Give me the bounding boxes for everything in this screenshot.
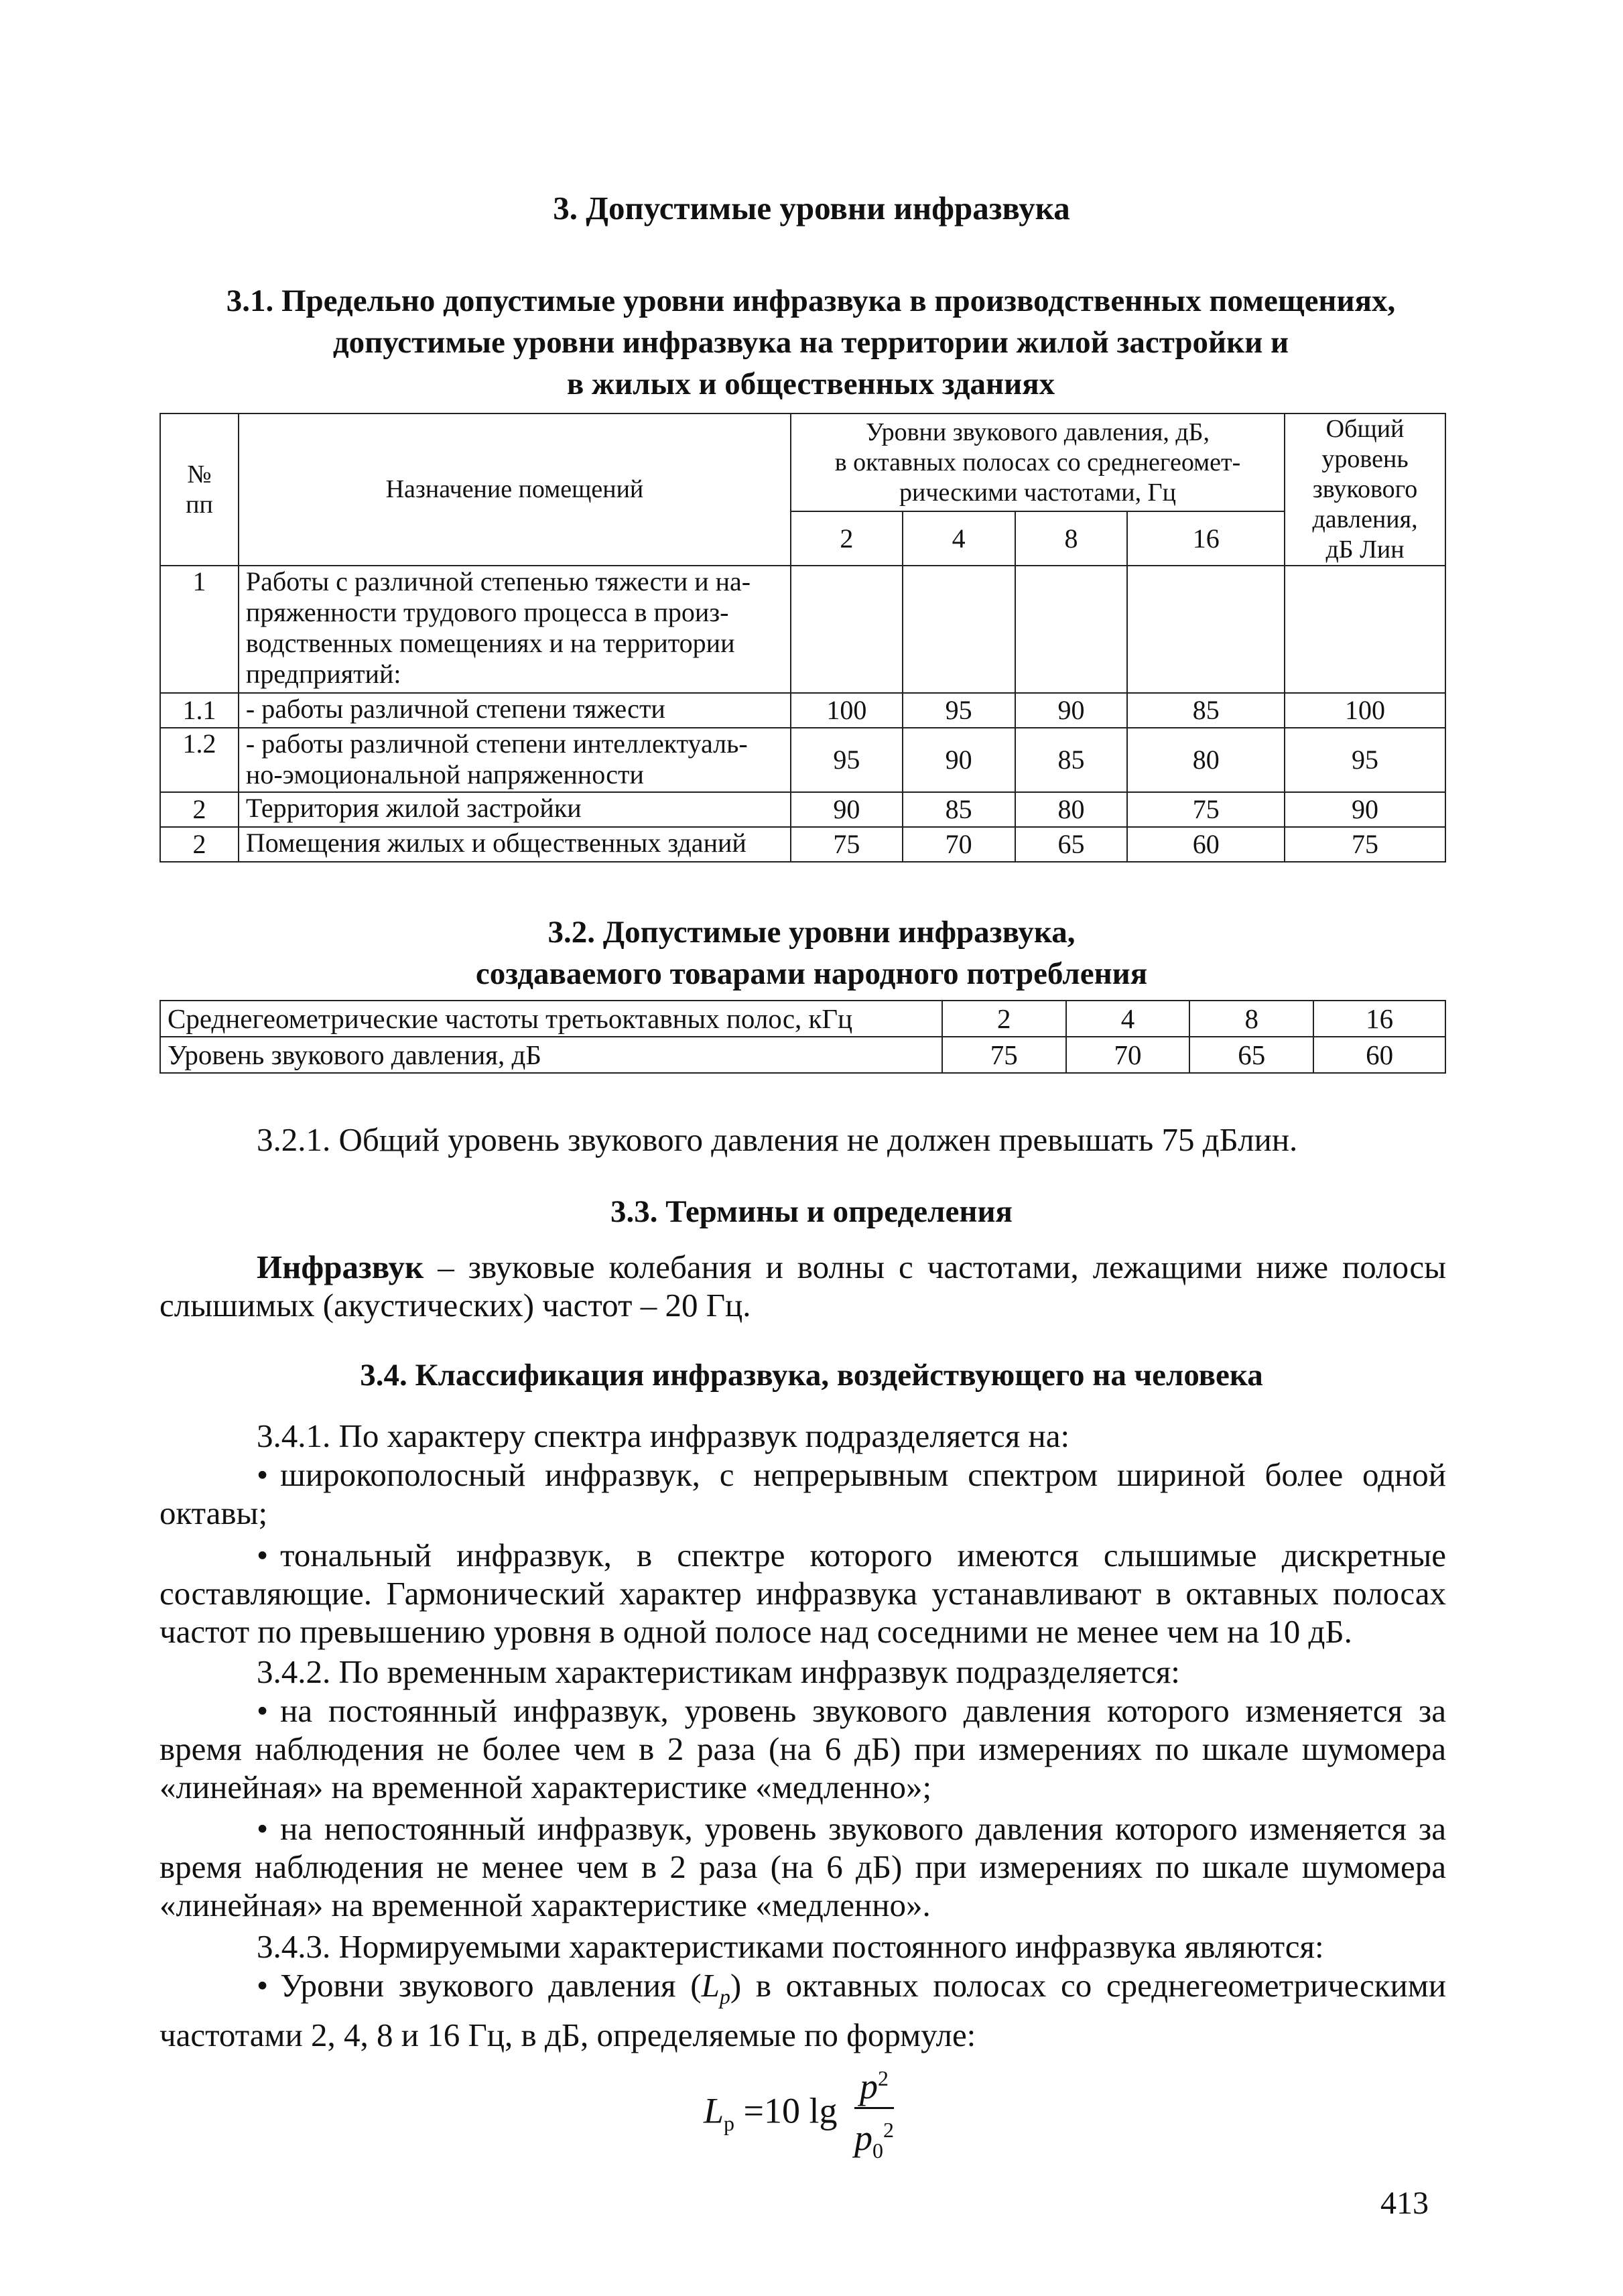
formula-den-sub: 0 bbox=[872, 2138, 884, 2163]
table-row bbox=[160, 1001, 1445, 1037]
symbol: L bbox=[701, 1967, 720, 2004]
bullet-icon: • bbox=[257, 1692, 269, 1729]
freq-cell: 16 bbox=[1127, 511, 1285, 566]
row-value: 60 bbox=[1127, 827, 1285, 862]
bullet-text-part: ) в октавных полосах со среднегеометрическими частотами 2, 4, 8 и 16 Гц, в дБ, определяемые по формуле: bbox=[159, 1967, 1446, 2053]
row-name: Работы с различной степенью тяжести и на- пряженности трудового процесса в произ- водственных помещениях и на территории предприятий: bbox=[239, 566, 791, 693]
bullet-item bbox=[159, 1456, 1446, 1532]
definition-paragraph bbox=[159, 1248, 1446, 1324]
row-value bbox=[903, 566, 1015, 693]
formula-den: p bbox=[854, 2118, 873, 2158]
bullet-icon: • bbox=[257, 1967, 269, 2004]
bullet-icon: • bbox=[257, 1456, 269, 1493]
heading-line: в жилых и общественных зданиях bbox=[566, 367, 1055, 401]
table-row bbox=[160, 827, 1445, 862]
row-value: 70 bbox=[903, 827, 1015, 862]
header-num: № пп bbox=[160, 413, 239, 566]
heading-line: 3.2. Допустимые уровни инфразвука, bbox=[547, 915, 1076, 950]
row-value: 60 bbox=[1313, 1037, 1445, 1073]
row-value: 90 bbox=[791, 792, 903, 827]
row-value: 75 bbox=[791, 827, 903, 862]
note-3-2-1: 3.2.1. Общий уровень звукового давления не должен превышать 75 дБлин. bbox=[257, 1121, 1298, 1158]
symbol-subscript: p bbox=[719, 1984, 730, 2008]
row-total: 90 bbox=[1285, 792, 1445, 827]
formula-num: p bbox=[860, 2066, 879, 2106]
row-value: 8 bbox=[1189, 1001, 1313, 1037]
row-num: 1 bbox=[160, 566, 239, 693]
formula-lhs-sub: p bbox=[724, 2111, 735, 2136]
row-label: Уровень звукового давления, дБ bbox=[160, 1037, 942, 1073]
formula-num-sup: 2 bbox=[878, 2066, 889, 2090]
bullet-text bbox=[159, 1967, 1446, 2053]
row-num: 2 bbox=[160, 792, 239, 827]
row-value: 70 bbox=[1066, 1037, 1190, 1073]
formula-eq: =10 lg bbox=[734, 2090, 847, 2131]
table-header-row bbox=[160, 413, 1445, 511]
row-value: 80 bbox=[1015, 792, 1128, 827]
table-row bbox=[160, 693, 1445, 728]
header-purpose: Назначение помещений bbox=[239, 413, 791, 566]
paragraph-3-4-3: 3.4.3. Нормируемыми характеристиками постоянного инфразвука являются: bbox=[257, 1928, 1324, 1965]
row-value: 16 bbox=[1313, 1001, 1445, 1037]
formula-den-sup: 2 bbox=[883, 2118, 895, 2142]
row-name: Территория жилой застройки bbox=[239, 792, 791, 827]
row-value bbox=[1015, 566, 1128, 693]
heading-line: 3.1. Предельно допустимые уровни инфразвука в производственных помещениях, bbox=[226, 283, 1396, 318]
bullet-item bbox=[159, 1536, 1446, 1651]
row-total bbox=[1285, 566, 1445, 693]
row-num: 1.1 bbox=[160, 693, 239, 728]
row-num: 1.2 bbox=[160, 728, 239, 792]
bullet-icon: • bbox=[257, 1810, 269, 1847]
row-total: 95 bbox=[1285, 728, 1445, 792]
row-value: 4 bbox=[1066, 1001, 1190, 1037]
section-3-4-heading: 3.4. Классификация инфразвука, воздействующего на человека bbox=[360, 1358, 1263, 1393]
bullet-item bbox=[159, 1692, 1446, 1806]
row-value: 95 bbox=[903, 693, 1015, 728]
row-value: 75 bbox=[1127, 792, 1285, 827]
bullet-icon: • bbox=[257, 1537, 269, 1574]
section-3-1-heading bbox=[134, 280, 1488, 405]
row-value: 95 bbox=[791, 728, 903, 792]
row-total: 100 bbox=[1285, 693, 1445, 728]
formula bbox=[704, 2057, 894, 2171]
row-value bbox=[1127, 566, 1285, 693]
header-levels: Уровни звукового давления, дБ, в октавных полосах со среднегеомет- рическими частотами, Гц bbox=[791, 413, 1285, 511]
freq-cell: 8 bbox=[1015, 511, 1128, 566]
definition: – звуковые колебания и волны с частотами, лежащими ниже полосы слышимых (акустических) частот – 20 Гц. bbox=[159, 1249, 1446, 1324]
bullet-text: тональный инфразвук, в спектре которого имеются слышимые дискретные составляющие. Гармонический характер инфразвука устанавливают в октавных полосах частот по превышению уровня в одной полосе над соседними не менее чем на 10 дБ. bbox=[159, 1537, 1446, 1650]
bullet-item bbox=[159, 1966, 1446, 2054]
row-value: 90 bbox=[1015, 693, 1128, 728]
table-row bbox=[160, 566, 1445, 693]
heading-line: допустимые уровни инфразвука на территории жилой застройки и bbox=[332, 325, 1289, 360]
row-value: 85 bbox=[1127, 693, 1285, 728]
row-label: Среднегеометрические частоты третьоктавных полос, кГц bbox=[160, 1001, 942, 1037]
freq-cell: 4 bbox=[903, 511, 1015, 566]
consumer-goods-table bbox=[159, 1000, 1446, 1074]
row-name: - работы различной степени интеллектуаль- но-эмоциональной напряженности bbox=[239, 728, 791, 792]
row-value: 100 bbox=[791, 693, 903, 728]
row-name: - работы различной степени тяжести bbox=[239, 693, 791, 728]
heading-line: создаваемого товарами народного потребления bbox=[475, 956, 1148, 991]
header-total: Общий уровень звукового давления, дБ Лин bbox=[1285, 413, 1445, 566]
freq-cell: 2 bbox=[791, 511, 903, 566]
page-number: 413 bbox=[1380, 2185, 1429, 2221]
bullet-text: на непостоянный инфразвук, уровень звукового давления которого изменяется за время наблюдения не менее чем в 2 раза (на 6 дБ) при измерениях по шкале шумомера «линейная» на временной характеристике «медленно». bbox=[159, 1810, 1446, 1923]
row-value: 90 bbox=[903, 728, 1015, 792]
bullet-item bbox=[159, 1809, 1446, 1924]
bullet-text: на постоянный инфразвук, уровень звукового давления которого изменяется за время наблюдения не более чем в 2 раза (на 6 дБ) при измерениях по шкале шумомера «линейная» на временной характеристике «медленно»; bbox=[159, 1692, 1446, 1805]
row-value: 75 bbox=[942, 1037, 1066, 1073]
table-row bbox=[160, 792, 1445, 827]
section-3-2-heading bbox=[0, 911, 1623, 995]
section-title: 3. Допустимые уровни инфразвука bbox=[553, 190, 1070, 227]
bullet-text-part: Уровни звукового давления ( bbox=[280, 1967, 702, 2004]
row-value: 65 bbox=[1015, 827, 1128, 862]
row-total: 75 bbox=[1285, 827, 1445, 862]
table-row bbox=[160, 1037, 1445, 1073]
term: Инфразвук bbox=[257, 1249, 424, 1285]
bullet-text: широкополосный инфразвук, с непрерывным спектром шириной более одной октавы; bbox=[159, 1456, 1446, 1531]
infrasound-limits-table bbox=[159, 413, 1446, 863]
section-3-3-heading: 3.3. Термины и определения bbox=[610, 1194, 1013, 1229]
row-num: 2 bbox=[160, 827, 239, 862]
row-value: 80 bbox=[1127, 728, 1285, 792]
row-value: 85 bbox=[903, 792, 1015, 827]
formula-lhs: L bbox=[704, 2090, 724, 2131]
row-name: Помещения жилых и общественных зданий bbox=[239, 827, 791, 862]
row-value: 65 bbox=[1189, 1037, 1313, 1073]
table-row bbox=[160, 728, 1445, 792]
row-value bbox=[791, 566, 903, 693]
row-value: 85 bbox=[1015, 728, 1128, 792]
paragraph-3-4-1: 3.4.1. По характеру спектра инфразвук подразделяется на: bbox=[257, 1417, 1070, 1454]
paragraph-3-4-2: 3.4.2. По временным характеристикам инфразвук подразделяется: bbox=[257, 1653, 1180, 1690]
row-value: 2 bbox=[942, 1001, 1066, 1037]
formula-fraction bbox=[854, 2057, 894, 2171]
